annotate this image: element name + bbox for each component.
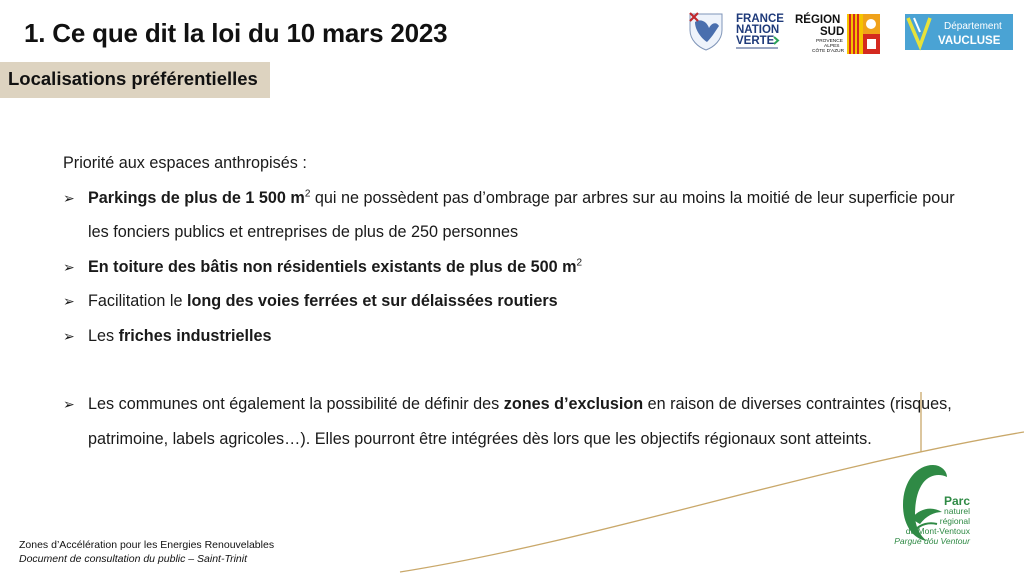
region-line-1: RÉGION — [795, 14, 841, 26]
arrow-bullet-icon: ➢ — [63, 396, 75, 412]
parc-line-2: naturel — [944, 506, 970, 516]
coat-of-arms-logo — [690, 13, 722, 50]
bullet-text: Facilitation le — [88, 292, 187, 310]
region-flag-icon — [847, 14, 880, 54]
priority-list — [63, 181, 963, 354]
list-item — [63, 181, 963, 250]
parc-line-4: du Mont-Ventoux — [905, 526, 970, 536]
list-item — [63, 387, 963, 456]
page-title: 1. Ce que dit la loi du 10 mars 2023 — [24, 18, 448, 48]
bullet-bold: Parkings de plus de 1 500 m — [88, 188, 305, 207]
vaucluse-line-1: Département — [944, 21, 1002, 32]
section-label: Localisations préférentielles — [0, 62, 270, 98]
bullet-text: en raison de diverses contraintes (risques, patrimoine, labels agricoles…). Elles pourront être intégrées dès lors que les objectifs régionaux sont atteints. — [88, 395, 952, 448]
bullet-bold: long des voies ferrées et sur délaissées routiers — [186, 292, 558, 310]
fnv-line-2: NATION — [736, 24, 780, 36]
vaucluse-logo — [905, 14, 1013, 50]
list-item — [63, 319, 963, 354]
bullet-text: qui ne possèdent pas d’ombrage par arbres sur au moins la moitié de leur superficie pour les fonciers publics et entreprises de plus de 250 personnes — [88, 188, 955, 241]
superscript: 2 — [576, 257, 583, 269]
main-content — [63, 146, 963, 456]
footer-line-1: Zones d’Accélération pour les Energies Renouvelables — [19, 539, 275, 551]
france-nation-verte-logo — [736, 13, 784, 49]
exclusion-list — [63, 387, 963, 456]
arrow-bullet-icon: ➢ — [63, 258, 75, 275]
region-sud-logo — [795, 13, 880, 54]
parc-line-1: Parc — [943, 494, 970, 508]
fnv-line-1: FRANCE — [736, 13, 784, 25]
region-line-2: SUD — [820, 26, 845, 38]
arrow-bullet-icon: ➢ — [63, 293, 75, 309]
bullet-bold: En toiture des bâtis non résidentiels existants de plus de 500 m — [88, 257, 577, 276]
arrow-bullet-icon: ➢ — [63, 327, 75, 344]
intro-text: Priorité aux espaces anthropisés : — [63, 154, 307, 172]
bullet-text: Les communes ont également la possibilité de définir des — [88, 395, 504, 413]
parc-line-3: régional — [939, 516, 970, 526]
superscript: 2 — [304, 188, 311, 200]
bullet-text: Les — [88, 326, 119, 345]
vaucluse-line-2: VAUCLUSE — [938, 35, 1001, 47]
region-line-3: PROVENCE — [816, 39, 843, 44]
list-item — [63, 284, 963, 319]
parc-line-5: Pargue dóu Ventour — [894, 536, 970, 546]
footer-line-2: Document de consultation du public – Saint-Trinit — [19, 553, 248, 565]
bullet-bold: zones d’exclusion — [503, 395, 644, 413]
arrow-bullet-icon: ➢ — [63, 189, 75, 206]
fnv-line-3: VERTE — [736, 35, 775, 47]
spacer — [63, 353, 963, 387]
footer — [19, 538, 274, 566]
region-line-5: CÔTE D'AZUR — [812, 49, 845, 54]
parc-label — [870, 496, 970, 546]
list-item — [63, 250, 963, 285]
bullet-bold: friches industrielles — [118, 326, 272, 345]
region-line-4: ALPES — [824, 44, 840, 49]
